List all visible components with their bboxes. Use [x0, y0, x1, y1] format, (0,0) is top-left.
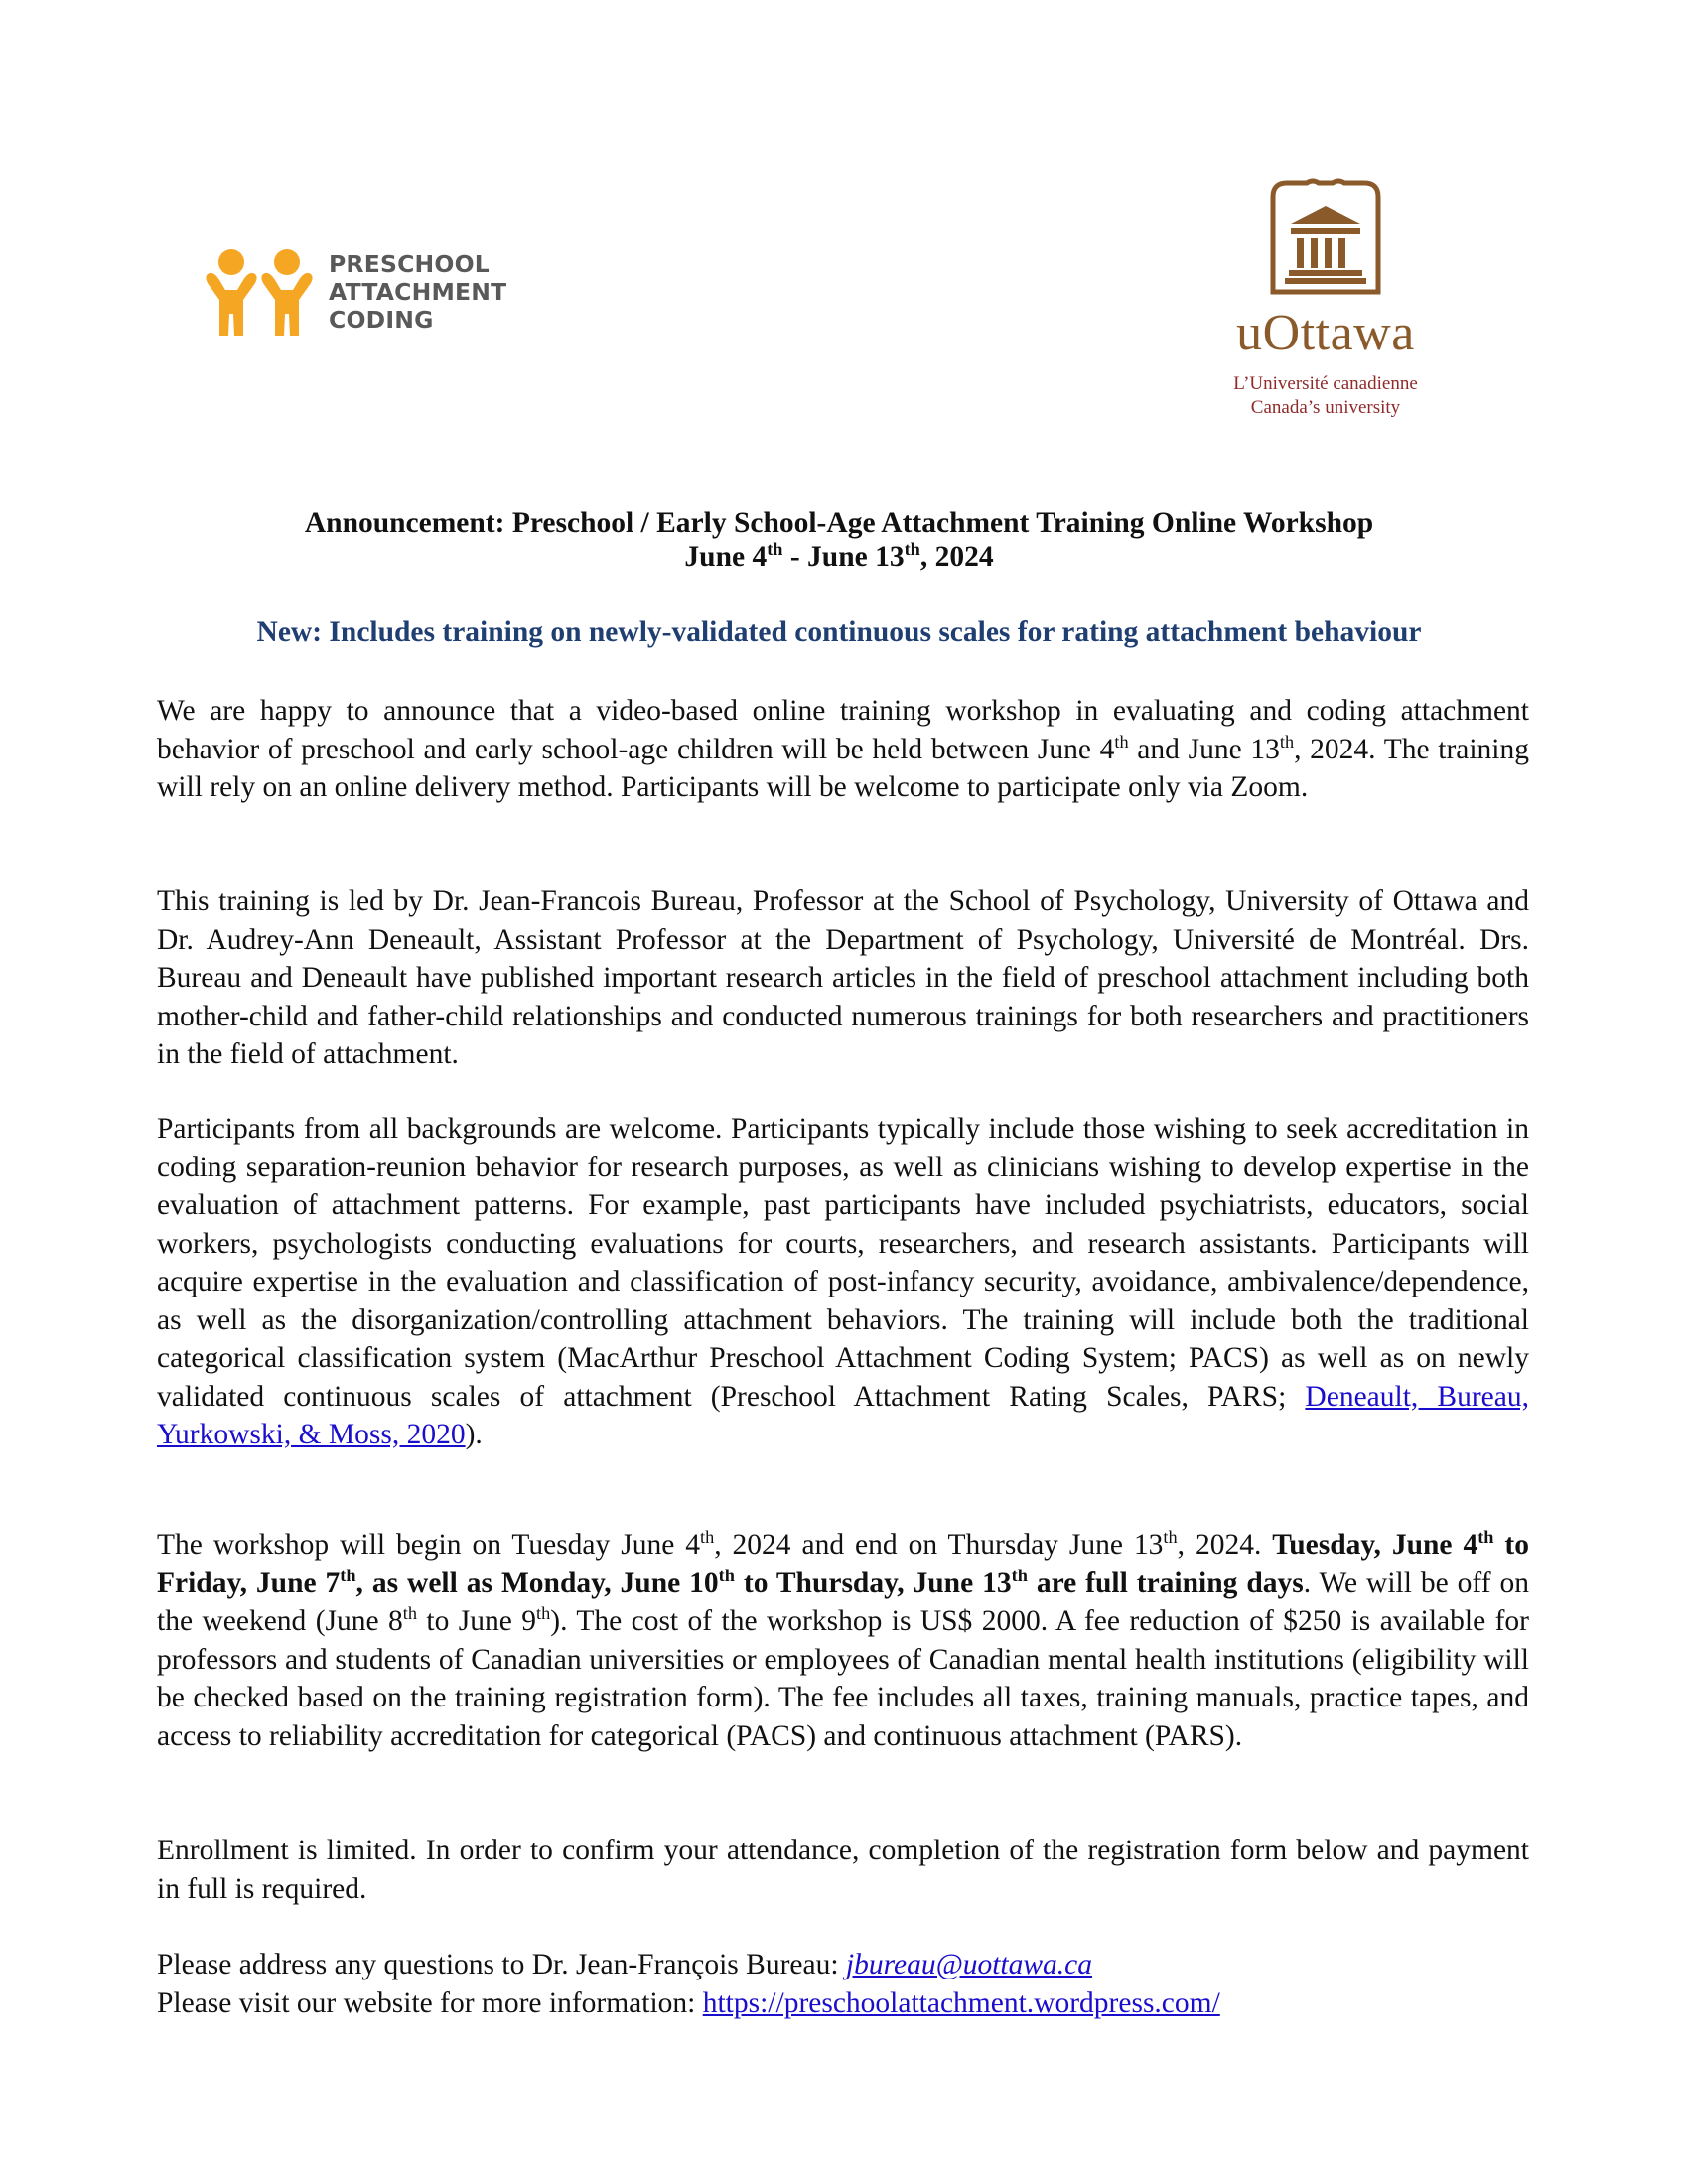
logo-line-preschool: PRESCHOOL: [329, 250, 490, 278]
uottawa-logo: [1172, 177, 1479, 419]
ordinal-suffix: th: [1011, 1565, 1028, 1585]
new-feature-line: New: Includes training on newly-validated continuous scales for rating attachment behaviour: [256, 616, 1422, 648]
bold-text: to Thursday, June 13: [734, 1567, 1012, 1599]
paragraph-text: We are happy to announce that a video-based online training workshop in evaluating and coding attachment behavior of preschool and early school-age children will be held between June 4: [157, 695, 1529, 765]
paragraph-text: ).: [465, 1419, 483, 1450]
contact-block: [157, 1946, 1529, 2022]
dates-start: June 4: [684, 541, 768, 573]
uottawa-wordmark: uOttawa: [1236, 305, 1415, 361]
uottawa-tagline-fr: L’Université canadienne: [1233, 373, 1418, 394]
dates-end: - June 13: [782, 541, 905, 573]
paragraph-enrollment: [157, 1832, 1529, 1908]
ordinal-suffix: th: [340, 1565, 356, 1585]
website-label: Please visit our website for more information:: [157, 1986, 703, 2019]
ordinal-suffix: th: [700, 1527, 715, 1548]
contact-questions-line: [157, 1946, 1529, 1984]
paragraph-intro: [157, 692, 1529, 807]
ordinal-suffix: th: [402, 1603, 417, 1624]
two-children-icon: [204, 246, 323, 338]
logo-wordmark: [329, 250, 506, 334]
bold-text: are full training days: [1027, 1567, 1304, 1599]
uottawa-tagline-en: Canada’s university: [1250, 397, 1401, 418]
citation-link[interactable]: Deneault, Bureau, Yurkowski, & Moss, 2020: [157, 1380, 1529, 1450]
email-link[interactable]: jbureau@uottawa.ca: [845, 1949, 1093, 1980]
paragraph-text: to June 9: [417, 1605, 537, 1637]
ordinal-suffix: th: [767, 539, 783, 560]
contact-website-line: [157, 1984, 1529, 2023]
ordinal-suffix: th: [1163, 1527, 1178, 1548]
paragraph-text: . We will be off on the weekend (June 8: [157, 1567, 1529, 1637]
paragraph-participants: [157, 1110, 1529, 1454]
contact-label: Please address any questions to Dr. Jean-François Bureau:: [157, 1949, 846, 1980]
paragraph-text: Participants from all backgrounds are welcome. Participants typically include those wishing to seek accreditation in coding separation-reunion behavior for research purposes, as well as clinicians wishing to develop expertise in the evaluation of attachment patterns. For example, past participants have included psychiatrists, educators, social workers, psychologists conducting evaluations for courts, researchers, and research assistants. Participants will acquire expertise in the evaluation and classification of post-infancy security, avoidance, ambivalence/dependence, as well as the disorganization/controlling attachment behaviors. The training will include both the traditional categorical classification system (MacArthur Preschool Attachment Coding System; PACS) as well as on newly validated continuous scales of attachment (Preschool Attachment Rating Scales, PARS;: [157, 1113, 1529, 1413]
bold-text: to Friday, June 7: [157, 1529, 1530, 1599]
building-icon: [1267, 177, 1384, 296]
paragraph-text: , 2024 and end on Thursday June 13: [714, 1529, 1164, 1561]
ordinal-suffix: th: [1279, 731, 1295, 751]
paragraph-text: , 2024. The training will rely on an online delivery method. Participants will be welcome to participate only via Zoom.: [157, 733, 1529, 803]
logo-line-coding: CODING: [329, 306, 434, 334]
ordinal-suffix: th: [904, 539, 920, 560]
paragraph-trainers: [157, 883, 1529, 1074]
bold-text: Tuesday, June 4: [1272, 1529, 1478, 1561]
paragraph-schedule-fees: [157, 1526, 1529, 1755]
bold-text: , as well as Monday, June 10: [355, 1567, 719, 1599]
paragraph-text: and June 13: [1128, 733, 1280, 765]
logo-line-attachment: ATTACHMENT: [329, 278, 507, 306]
paragraph-text: The workshop will begin on Tuesday June 4: [157, 1529, 700, 1561]
dates-year: , 2024: [919, 541, 994, 573]
workshop-dates: [154, 540, 1524, 574]
paragraph-text: , 2024.: [1177, 1529, 1273, 1561]
announcement-title: Announcement: Preschool / Early School-Age Attachment Training Online Workshop: [304, 507, 1374, 539]
paragraph-text: ). The cost of the workshop is US$ 2000. A fee reduction of $250 is available for professors and students of Canadian universities or employees of Canadian mental health institutions (eligibility will be checked based on the training registration form). The fee includes all taxes, training manuals, practice tapes, and access to reliability accreditation for categorical (PACS) and continuous attachment (PARS).: [157, 1605, 1529, 1752]
preschool-attachment-coding-logo: [204, 246, 506, 338]
paragraph-text: This training is led by Dr. Jean-Francois Bureau, Professor at the School of Psychology, University of Ottawa and Dr. Audrey-Ann Deneault, Assistant Professor at the Department of Psychology, Université de Montréal. Drs. Bureau and Deneault have published important research articles in the field of preschool attachment including both mother-child and father-child relationships and conducted numerous trainings for both researchers and practitioners in the field of attachment.: [157, 886, 1529, 1070]
ordinal-suffix: th: [1114, 731, 1129, 751]
ordinal-suffix: th: [718, 1565, 735, 1585]
paragraph-text: Enrollment is limited. In order to confirm your attendance, completion of the registration form below and payment in full is required.: [157, 1835, 1529, 1905]
ordinal-suffix: th: [1477, 1527, 1494, 1548]
ordinal-suffix: th: [536, 1603, 551, 1624]
website-link[interactable]: https://preschoolattachment.wordpress.com/: [702, 1986, 1220, 2019]
